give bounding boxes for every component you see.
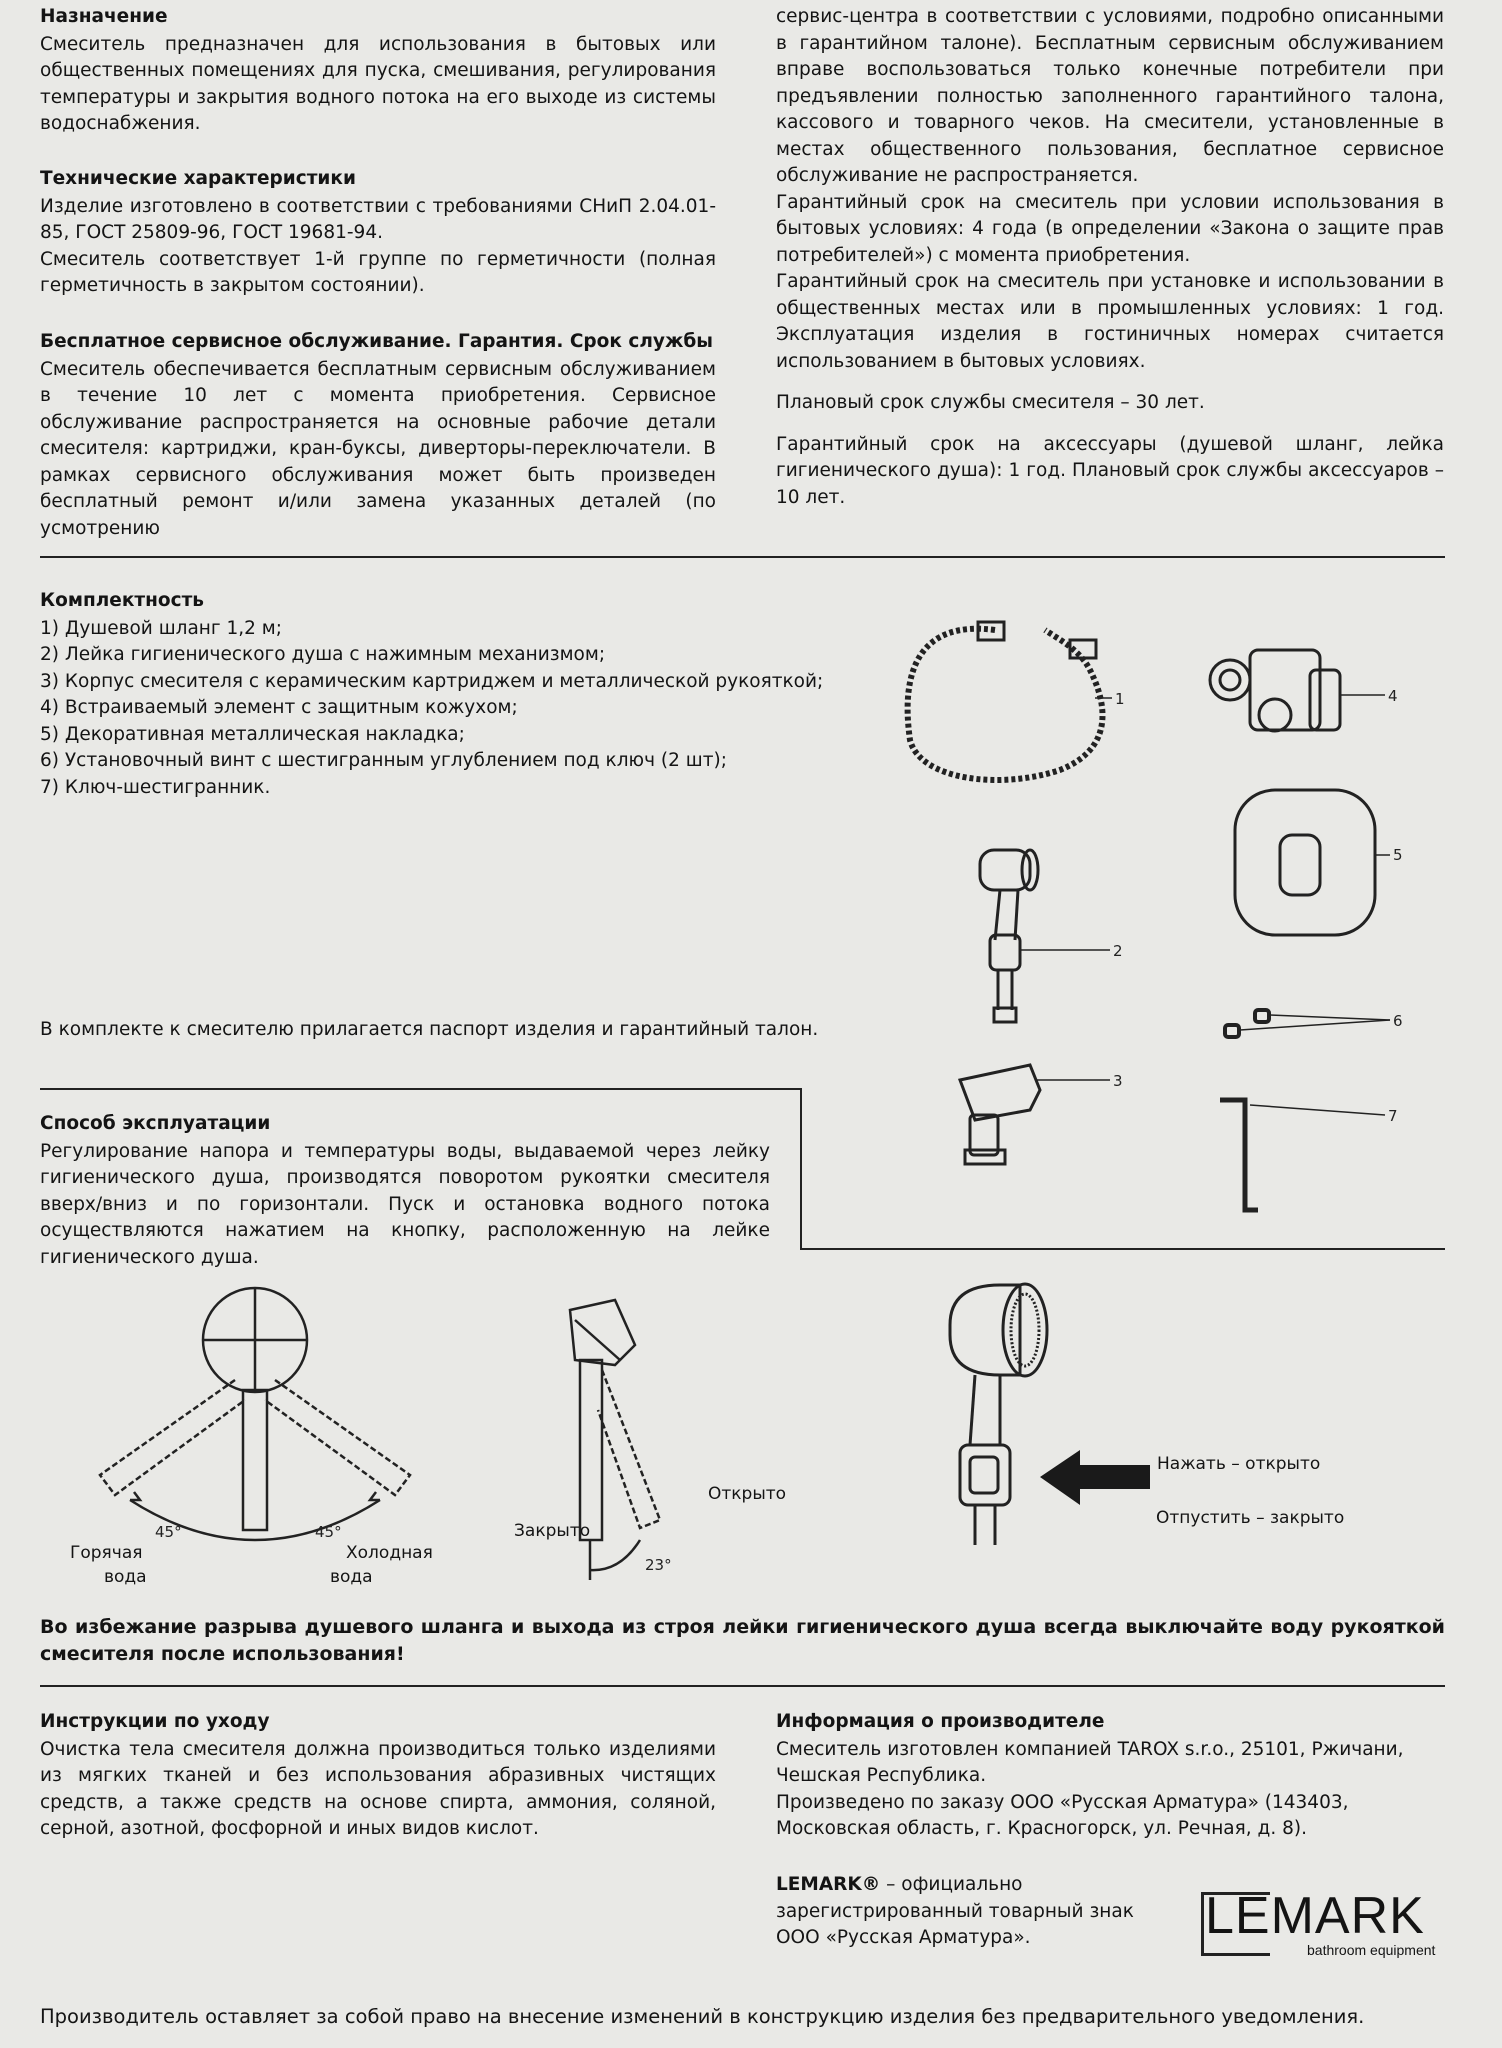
divider-kit-top [40,556,1445,558]
hygienic-shower-head [980,850,1110,1022]
part-number-2: 2 [1113,942,1123,960]
part-number-1: 1 [1115,690,1125,708]
concealed-element [1210,650,1385,731]
hex-key [1220,1100,1258,1210]
care-section [40,1709,716,1843]
operation-heading: Способ эксплуатации [40,1113,271,1134]
kit-item: 3) Корпус смесителя с керамическим картриджем и металлической рукояткой; [40,670,824,692]
kit-item: 7) Ключ-шестигранник. [40,776,271,798]
press-arrow [1040,1450,1150,1505]
kit-item: 2) Лейка гигиенического душа с нажимным механизмом; [40,644,606,665]
closed-label: Закрыто [514,1521,591,1541]
mixer-body [960,1065,1110,1164]
purpose-heading: Назначение [40,6,168,27]
service-cont-text-3: Гарантийный срок на смеситель при установке и использовании в общественных местах или в промышленных условиях: 1 год. Эксплуатация изделия в гостиничных номерах считается использованием в бытовых условиях. [776,271,1444,372]
service-cont-text-1: сервис-центра в соответствии с условиями, подробно описанными в гарантийном талоне). Бесплатным сервисным обслуживанием вправе воспользоваться только конечные потребители при предъявлении полностью заполненного гарантийного талона, кассового и товарного чеков. На смесители, установленные в местах общественного пользования, бесплатное сервисное обслуживание не распространяется. [776,6,1444,186]
service-cont-text-5: Гарантийный срок на аксессуары (душевой шланг, лейка гигиенического душа): 1 год. Плановый срок службы аксессуаров – 10 лет. [776,433,1444,508]
specs-text-2: Смеситель соответствует 1-й группе по герметичности (полная герметичность в закрытом состоянии). [40,248,716,296]
kit-list [40,616,840,802]
screw-2 [1255,1010,1269,1022]
service-cont-text-4: Плановый срок службы смесителя – 30 лет. [776,392,1205,413]
shower-button-diagram [930,1265,1190,1565]
kit-item: 4) Встраиваемый элемент с защитным кожухом; [40,697,518,718]
kit-note: В комплекте к смесителю прилагается паспорт изделия и гарантийный талон. [40,1019,819,1040]
manufacturer-line-2: Произведено по заказу ООО «Русская Арматура» (143403, Московская область, г. Красногорск, ул. Речная, д. 8). [776,1791,1349,1839]
kit-heading: Комплектность [40,590,204,611]
release-closed-label: Отпустить – закрыто [1156,1508,1345,1528]
divider-care-top [40,1685,1445,1687]
care-heading: Инструкции по уходу [40,1711,270,1732]
purpose-text: Смеситель предназначен для использования в бытовых или общественных помещениях для пуска, смешивания, регулирования температуры и закрытия водного потока на его выходе из системы водоснабжения. [40,33,716,134]
part-number-3: 3 [1113,1072,1123,1090]
service-cont-text-2: Гарантийный срок на смеситель при условии использования в бытовых условиях: 4 года (в определении «Закона о защите прав потребителей») с момента приобретения. [776,191,1444,266]
kit-section [40,588,840,801]
care-text: Очистка тела смесителя должна производиться только изделиями из мягких тканей и без использования абразивных чистящих средств, а также средств на основе спирта, аммония, соляной, серной, азотной, фосфорной и иных видов кислот. [40,1738,716,1839]
specs-heading: Технические характеристики [40,168,356,189]
divider-operation-top [40,1088,800,1090]
logo-tagline: bathroom equipment [1307,1942,1436,1958]
manufacturer-heading: Информация о производителе [776,1711,1105,1732]
handle-rotation-diagram [60,1280,480,1580]
operation-text: Регулирование напора и температуры воды, выдаваемой через лейку гигиенического душа, производятся поворотом рукоятки смесителя вверх/вниз и по горизонтали. Пуск и остановка водного потока осуществляются нажатием на кнопку, расположенную на лейке гигиенического душа. [40,1140,770,1268]
purpose-section [40,4,716,138]
specs-text-1: Изделие изготовлено в соответствии с требованиями СНиП 2.04.01-85, ГОСТ 25809-96, ГОСТ 19681-94. [40,195,716,243]
press-open-label: Нажать – открыто [1157,1454,1321,1474]
kit-item: 1) Душевой шланг 1,2 м; [40,617,282,639]
angle-left-label: 45° [155,1523,182,1541]
part-number-6: 6 [1393,1012,1403,1030]
kit-item: 6) Установочный винт с шестигранным углублением под ключ (2 шт); [40,750,727,771]
part-number-5: 5 [1393,846,1403,864]
cold-water-label-1: Холодная [346,1543,433,1563]
footer-disclaimer: Производитель оставляет за собой право на внесение изменений в конструкцию изделия без предварительного уведомления. [40,2005,1365,2028]
angle-right-label: 45° [315,1523,342,1541]
service-text: Смеситель обеспечивается бесплатным сервисным обслуживанием в течение 10 лет с момента приобретения. Сервисное обслуживание распространяется на основные рабочие детали смесителя: картриджи, кран-буксы, диверторы-переключатели. В рамках сервисного обслуживания может быть произведен бесплатный ремонт и/или замена указанных деталей (по усмотрению [40,358,716,539]
manufacturer-section [776,1709,1406,1843]
hot-water-label-2: вода [104,1567,147,1587]
kit-parts-illustration [880,610,1440,1250]
part-number-7: 7 [1388,1107,1398,1125]
manufacturer-line-1: Смеситель изготовлен компанией TAROX s.r.o., 25101, Ржичани, Чешская Республика. [776,1738,1404,1786]
decorative-plate [1235,790,1390,935]
operation-section [40,1111,770,1271]
lemark-logo [1205,1887,1450,1960]
trademark-brand: LEMARK® [776,1874,881,1895]
hot-water-label-1: Горячая [70,1543,143,1563]
part-number-4: 4 [1388,687,1398,705]
divider-vertical [800,1088,802,1248]
trademark-note [776,1872,1176,1952]
shower-hose [908,629,1103,780]
specs-section [40,166,716,300]
trademark-text: – официально зарегистрированный товарный знак ООО «Русская Арматура». [776,1874,1134,1948]
service-continued [776,4,1444,511]
open-label: Открыто [708,1484,787,1504]
logo-wordmark: LEMARK [1205,1887,1425,1945]
service-section [40,329,716,542]
warning-text: Во избежание разрыва душевого шланга и выхода из строя лейки гигиенического душа всегда выключайте воду рукояткой смесителя после использования! [40,1616,1445,1665]
kit-item: 5) Декоративная металлическая накладка; [40,723,465,745]
screw-1 [1225,1025,1239,1037]
cold-water-label-2: вода [330,1567,373,1587]
service-heading: Бесплатное сервисное обслуживание. Гарантия. Срок службы [40,331,714,352]
tilt-angle-label: 23° [645,1556,672,1574]
